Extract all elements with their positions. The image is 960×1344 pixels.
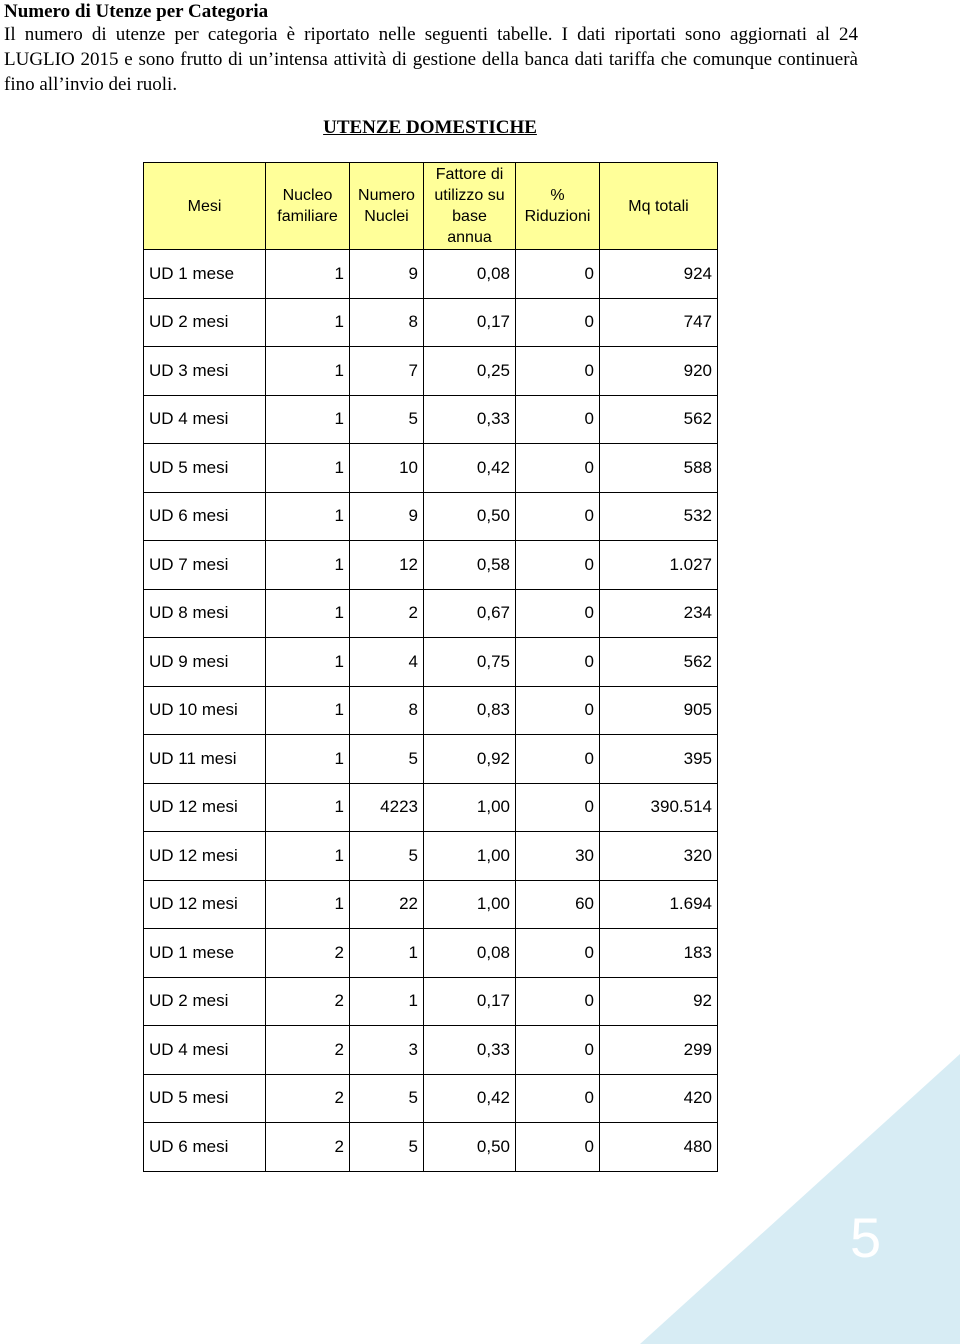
cell-mq-totali: 420 [600, 1074, 718, 1123]
cell-nucleo-familiare: 1 [266, 444, 350, 493]
cell-riduzioni: 0 [516, 929, 600, 978]
cell-numero-nuclei: 2 [350, 589, 424, 638]
cell-riduzioni: 0 [516, 298, 600, 347]
table-row [144, 783, 718, 832]
cell-numero-nuclei: 22 [350, 880, 424, 929]
cell-mesi: UD 12 mesi [144, 783, 266, 832]
cell-fattore-utilizzo: 0,33 [424, 395, 516, 444]
cell-riduzioni: 0 [516, 1123, 600, 1172]
cell-mq-totali: 747 [600, 298, 718, 347]
intro-paragraph: Il numero di utenze per categoria è riportato nelle seguenti tabelle. I dati riportati sono aggiornati al 24 LUGLIO 2015 e sono frutto di un’intensa attività di gestione della banca dati tariffa che comunque continuerà fino all’invio dei ruoli. [4, 24, 858, 95]
cell-riduzioni: 0 [516, 1026, 600, 1075]
cell-mq-totali: 562 [600, 638, 718, 687]
table-row [144, 977, 718, 1026]
table-row [144, 541, 718, 590]
cell-riduzioni: 0 [516, 444, 600, 493]
table-row [144, 492, 718, 541]
table-header-row [144, 163, 718, 250]
cell-mesi: UD 7 mesi [144, 541, 266, 590]
cell-riduzioni: 0 [516, 541, 600, 590]
cell-nucleo-familiare: 1 [266, 589, 350, 638]
cell-riduzioni: 30 [516, 832, 600, 881]
cell-mesi: UD 6 mesi [144, 1123, 266, 1172]
cell-fattore-utilizzo: 0,50 [424, 492, 516, 541]
cell-mesi: UD 10 mesi [144, 686, 266, 735]
cell-mq-totali: 299 [600, 1026, 718, 1075]
table-row [144, 1074, 718, 1123]
cell-riduzioni: 0 [516, 250, 600, 299]
cell-nucleo-familiare: 1 [266, 250, 350, 299]
cell-riduzioni: 0 [516, 783, 600, 832]
cell-fattore-utilizzo: 1,00 [424, 783, 516, 832]
table-row [144, 444, 718, 493]
cell-nucleo-familiare: 1 [266, 298, 350, 347]
cell-mq-totali: 395 [600, 735, 718, 784]
section-title: Numero di Utenze per Categoria [4, 1, 269, 22]
cell-riduzioni: 0 [516, 395, 600, 444]
cell-mq-totali: 390.514 [600, 783, 718, 832]
cell-riduzioni: 0 [516, 1074, 600, 1123]
cell-fattore-utilizzo: 1,00 [424, 880, 516, 929]
cell-nucleo-familiare: 1 [266, 492, 350, 541]
cell-nucleo-familiare: 1 [266, 880, 350, 929]
header-mesi: Mesi [144, 163, 266, 250]
table-row [144, 832, 718, 881]
cell-fattore-utilizzo: 0,92 [424, 735, 516, 784]
cell-numero-nuclei: 4 [350, 638, 424, 687]
cell-fattore-utilizzo: 0,08 [424, 250, 516, 299]
cell-riduzioni: 60 [516, 880, 600, 929]
cell-numero-nuclei: 8 [350, 298, 424, 347]
cell-nucleo-familiare: 1 [266, 347, 350, 396]
cell-mesi: UD 4 mesi [144, 1026, 266, 1075]
cell-numero-nuclei: 5 [350, 1074, 424, 1123]
utenze-domestiche-table [143, 162, 718, 1172]
cell-nucleo-familiare: 2 [266, 929, 350, 978]
header-mq-totali: Mq totali [600, 163, 718, 250]
cell-mq-totali: 480 [600, 1123, 718, 1172]
cell-mq-totali: 532 [600, 492, 718, 541]
cell-riduzioni: 0 [516, 638, 600, 687]
cell-nucleo-familiare: 1 [266, 735, 350, 784]
table-row [144, 735, 718, 784]
cell-fattore-utilizzo: 0,17 [424, 977, 516, 1026]
cell-nucleo-familiare: 1 [266, 638, 350, 687]
cell-mesi: UD 1 mese [144, 929, 266, 978]
cell-nucleo-familiare: 1 [266, 541, 350, 590]
cell-numero-nuclei: 9 [350, 250, 424, 299]
cell-riduzioni: 0 [516, 589, 600, 638]
cell-mesi: UD 11 mesi [144, 735, 266, 784]
cell-mesi: UD 2 mesi [144, 298, 266, 347]
header-riduzioni: % Riduzioni [516, 163, 600, 250]
cell-mesi: UD 8 mesi [144, 589, 266, 638]
cell-fattore-utilizzo: 0,42 [424, 1074, 516, 1123]
cell-nucleo-familiare: 2 [266, 1026, 350, 1075]
table-row [144, 686, 718, 735]
cell-mq-totali: 1.694 [600, 880, 718, 929]
cell-mesi: UD 6 mesi [144, 492, 266, 541]
table-row [144, 298, 718, 347]
cell-fattore-utilizzo: 0,50 [424, 1123, 516, 1172]
page-number: 5 [850, 1206, 882, 1269]
cell-mq-totali: 920 [600, 347, 718, 396]
corner-decoration [640, 1054, 960, 1344]
cell-mq-totali: 320 [600, 832, 718, 881]
cell-numero-nuclei: 10 [350, 444, 424, 493]
cell-nucleo-familiare: 2 [266, 1123, 350, 1172]
header-numero-nuclei: Numero Nuclei [350, 163, 424, 250]
cell-nucleo-familiare: 2 [266, 977, 350, 1026]
cell-mq-totali: 1.027 [600, 541, 718, 590]
cell-mesi: UD 3 mesi [144, 347, 266, 396]
cell-numero-nuclei: 9 [350, 492, 424, 541]
cell-mq-totali: 183 [600, 929, 718, 978]
cell-riduzioni: 0 [516, 347, 600, 396]
cell-fattore-utilizzo: 1,00 [424, 832, 516, 881]
cell-nucleo-familiare: 1 [266, 832, 350, 881]
cell-nucleo-familiare: 1 [266, 686, 350, 735]
cell-mesi: UD 2 mesi [144, 977, 266, 1026]
cell-mq-totali: 905 [600, 686, 718, 735]
cell-fattore-utilizzo: 0,42 [424, 444, 516, 493]
cell-riduzioni: 0 [516, 492, 600, 541]
cell-mq-totali: 924 [600, 250, 718, 299]
table-row [144, 250, 718, 299]
cell-numero-nuclei: 1 [350, 929, 424, 978]
table-row [144, 589, 718, 638]
table-body [144, 250, 718, 1172]
header-fattore-utilizzo: Fattore di utilizzo su base annua [424, 163, 516, 250]
table-row [144, 880, 718, 929]
cell-fattore-utilizzo: 0,58 [424, 541, 516, 590]
cell-numero-nuclei: 1 [350, 977, 424, 1026]
cell-numero-nuclei: 12 [350, 541, 424, 590]
cell-mq-totali: 92 [600, 977, 718, 1026]
cell-riduzioni: 0 [516, 686, 600, 735]
cell-numero-nuclei: 7 [350, 347, 424, 396]
cell-fattore-utilizzo: 0,67 [424, 589, 516, 638]
cell-mesi: UD 9 mesi [144, 638, 266, 687]
cell-nucleo-familiare: 1 [266, 395, 350, 444]
table-row [144, 1026, 718, 1075]
cell-numero-nuclei: 3 [350, 1026, 424, 1075]
table-row [144, 929, 718, 978]
cell-mesi: UD 4 mesi [144, 395, 266, 444]
table-row [144, 347, 718, 396]
cell-fattore-utilizzo: 0,25 [424, 347, 516, 396]
cell-mesi: UD 12 mesi [144, 832, 266, 881]
header-nucleo-familiare: Nucleo familiare [266, 163, 350, 250]
cell-mesi: UD 5 mesi [144, 1074, 266, 1123]
cell-numero-nuclei: 5 [350, 1123, 424, 1172]
cell-numero-nuclei: 5 [350, 395, 424, 444]
table-row [144, 1123, 718, 1172]
cell-nucleo-familiare: 2 [266, 1074, 350, 1123]
table-title: UTENZE DOMESTICHE [323, 117, 537, 138]
table-row [144, 395, 718, 444]
cell-mesi: UD 1 mese [144, 250, 266, 299]
cell-numero-nuclei: 4223 [350, 783, 424, 832]
cell-mesi: UD 5 mesi [144, 444, 266, 493]
cell-fattore-utilizzo: 0,75 [424, 638, 516, 687]
cell-numero-nuclei: 5 [350, 832, 424, 881]
cell-mesi: UD 12 mesi [144, 880, 266, 929]
cell-nucleo-familiare: 1 [266, 783, 350, 832]
cell-numero-nuclei: 8 [350, 686, 424, 735]
cell-riduzioni: 0 [516, 977, 600, 1026]
cell-mq-totali: 588 [600, 444, 718, 493]
cell-fattore-utilizzo: 0,33 [424, 1026, 516, 1075]
cell-fattore-utilizzo: 0,17 [424, 298, 516, 347]
cell-numero-nuclei: 5 [350, 735, 424, 784]
cell-fattore-utilizzo: 0,08 [424, 929, 516, 978]
cell-mq-totali: 234 [600, 589, 718, 638]
cell-riduzioni: 0 [516, 735, 600, 784]
table-row [144, 638, 718, 687]
cell-fattore-utilizzo: 0,83 [424, 686, 516, 735]
cell-mq-totali: 562 [600, 395, 718, 444]
